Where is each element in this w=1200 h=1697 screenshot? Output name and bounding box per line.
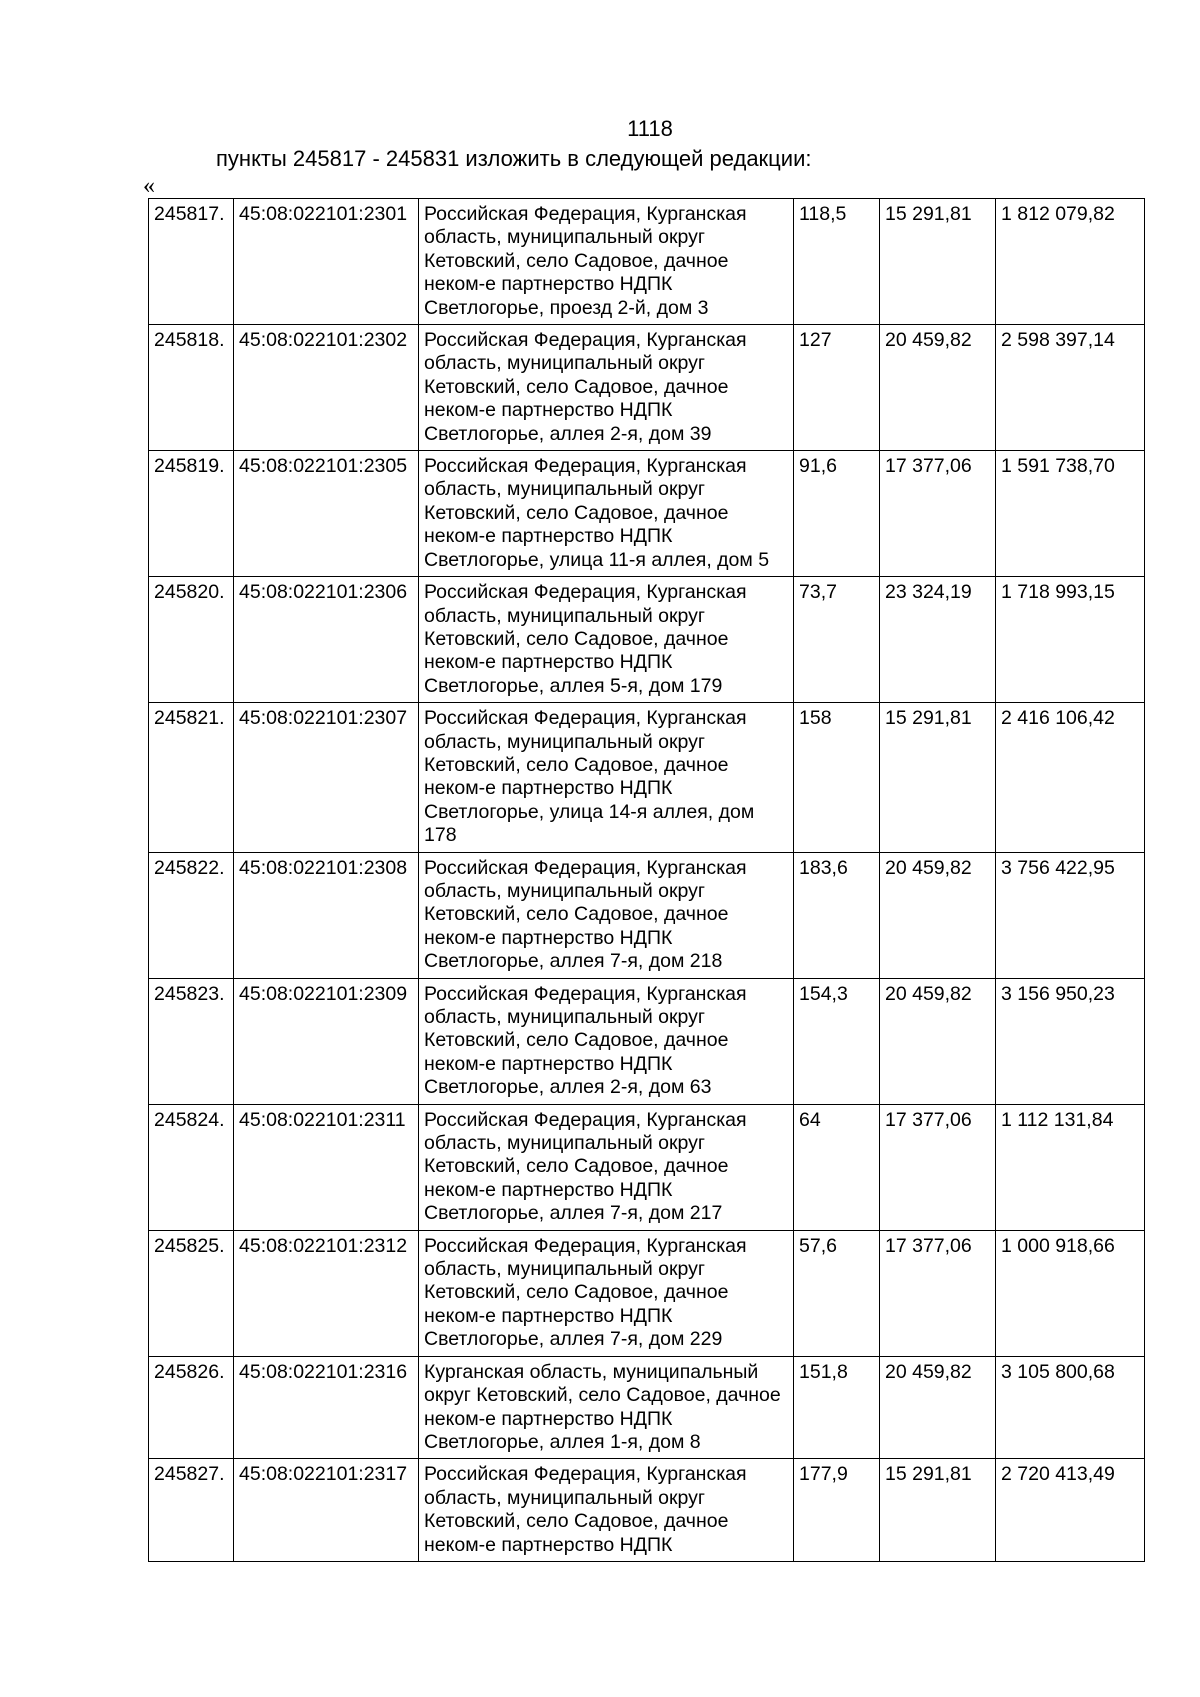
cadastral-number-cell (234, 852, 419, 978)
table-row (149, 1459, 1145, 1562)
address-cell-text: Российская Федерация, Курганская область, муниципальный округ Кетовский, село Садовое, дачное неком-е партнерство НДПК Светлогорье, улица 14-я аллея, дом 178 (424, 707, 755, 847)
area-cell-text: 154,3 (799, 982, 848, 1005)
cadastral-number-cell (234, 451, 419, 577)
page-number: 1118 (627, 116, 673, 141)
cadastral-rate-cell (880, 1356, 996, 1459)
cadastral-rate-cell (880, 325, 996, 451)
table-row (149, 577, 1145, 703)
item-number-cell (149, 978, 234, 1104)
address-cell-text: Российская Федерация, Курганская область, муниципальный округ Кетовский, село Садовое, дачное неком-е партнерство НДПК (424, 1463, 747, 1556)
area-cell (794, 325, 880, 451)
item-number-cell (149, 199, 234, 325)
address-cell (419, 1104, 794, 1230)
cadastral-value-cell-text: 3 156 950,23 (1001, 982, 1115, 1005)
item-number-cell (149, 451, 234, 577)
item-number-cell (149, 577, 234, 703)
address-cell-text: Российская Федерация, Курганская область, муниципальный округ Кетовский, село Садовое, дачное неком-е партнерство НДПК Светлогорье, улица 11-я аллея, дом 5 (424, 455, 770, 571)
table-row (149, 325, 1145, 451)
item-number-cell (149, 703, 234, 852)
area-cell-text: 118,5 (799, 203, 847, 225)
address-cell (419, 451, 794, 577)
cadastral-rate-cell-text: 15 291,81 (885, 707, 972, 730)
area-cell (794, 978, 880, 1104)
area-cell-text: 64 (799, 1108, 821, 1131)
cadastral-rate-cell (880, 978, 996, 1104)
cadastral-rate-cell (880, 1104, 996, 1230)
cadastral-value-cell (996, 852, 1145, 978)
address-cell-text: Российская Федерация, Курганская область, муниципальный округ Кетовский, село Садовое, дачное неком-е партнерство НДПК Светлогорье, проезд 2-й, дом 3 (424, 203, 747, 319)
item-number-cell-text: 245819. (154, 455, 225, 478)
cadastral-rate-cell-text: 23 324,19 (885, 581, 972, 604)
cadastral-rate-cell-text: 20 459,82 (885, 329, 972, 352)
item-number-cell-text: 245817. (154, 203, 225, 225)
area-cell (794, 1356, 880, 1459)
cadastral-number-cell-text: 45:08:022101:2305 (239, 455, 408, 478)
cadastral-rate-cell-text: 15 291,81 (885, 1463, 972, 1486)
cadastral-rate-cell (880, 1230, 996, 1356)
cadastral-number-cell-text: 45:08:022101:2301 (239, 203, 408, 225)
cadastral-value-cell-text: 2 598 397,14 (1001, 329, 1115, 352)
area-cell (794, 199, 880, 325)
cadastral-value-cell (996, 1356, 1145, 1459)
area-cell-text: 73,7 (799, 581, 837, 604)
cadastral-value-cell (996, 451, 1145, 577)
area-cell-text: 57,6 (799, 1234, 837, 1257)
address-cell-text: Российская Федерация, Курганская область, муниципальный округ Кетовский, село Садовое, дачное неком-е партнерство НДПК Светлогорье, аллея 5-я, дом 179 (424, 581, 747, 697)
cadastral-value-cell-text: 2 720 413,49 (1001, 1463, 1115, 1486)
address-cell (419, 199, 794, 325)
area-cell (794, 577, 880, 703)
cadastral-rate-cell-text: 20 459,82 (885, 982, 972, 1005)
item-number-cell (149, 852, 234, 978)
cadastral-value-cell-text: 2 416 106,42 (1001, 707, 1115, 730)
address-cell (419, 978, 794, 1104)
cadastral-rate-cell-text: 20 459,82 (885, 856, 972, 879)
item-number-cell-text: 245818. (154, 329, 225, 352)
cadastral-rate-cell (880, 703, 996, 852)
area-cell (794, 703, 880, 852)
cadastral-value-cell-text: 3 756 422,95 (1001, 856, 1115, 879)
cadastral-value-cell (996, 1104, 1145, 1230)
cadastral-number-cell (234, 199, 419, 325)
area-cell (794, 1104, 880, 1230)
cadastral-number-cell-text: 45:08:022101:2316 (239, 1360, 408, 1383)
address-cell (419, 577, 794, 703)
amendment-heading: пункты 245817 - 245831 изложить в следующей редакции: (216, 146, 812, 171)
address-cell (419, 852, 794, 978)
cadastral-rate-cell (880, 577, 996, 703)
cadastral-value-cell (996, 325, 1145, 451)
address-cell-text: Российская Федерация, Курганская область, муниципальный округ Кетовский, село Садовое, дачное неком-е партнерство НДПК Светлогорье, аллея 7-я, дом 218 (424, 856, 747, 973)
address-cell-text: Курганская область, муниципальный округ Кетовский, село Садовое, дачное неком-е партнерство НДПК Светлогорье, аллея 1-я, дом 8 (424, 1360, 781, 1453)
cadastral-number-cell-text: 45:08:022101:2306 (239, 581, 408, 604)
item-number-cell-text: 245820. (154, 581, 225, 604)
cadastral-value-cell (996, 1459, 1145, 1562)
address-cell (419, 703, 794, 852)
cadastral-value-cell-text: 1 591 738,70 (1001, 455, 1115, 478)
cadastral-rate-cell-text: 17 377,06 (885, 1108, 972, 1131)
cadastral-number-cell-text: 45:08:022101:2312 (239, 1234, 408, 1257)
cadastral-number-cell-text: 45:08:022101:2307 (239, 707, 408, 730)
cadastral-value-cell-text: 1 000 918,66 (1001, 1234, 1115, 1257)
cadastral-rate-cell-text: 17 377,06 (885, 455, 972, 478)
cadastral-number-cell-text: 45:08:022101:2308 (239, 856, 408, 879)
cadastral-rate-cell-text: 17 377,06 (885, 1234, 972, 1257)
cadastral-number-cell (234, 577, 419, 703)
address-cell (419, 1230, 794, 1356)
cadastral-number-cell (234, 703, 419, 852)
area-cell-text: 177,9 (799, 1463, 848, 1486)
cadastral-number-cell-text: 45:08:022101:2317 (239, 1463, 408, 1486)
address-cell (419, 1356, 794, 1459)
cadastral-value-cell (996, 1230, 1145, 1356)
cadastral-value-cell (996, 703, 1145, 852)
item-number-cell-text: 245827. (154, 1463, 225, 1486)
cadastral-number-cell-text: 45:08:022101:2309 (239, 982, 408, 1005)
area-cell (794, 1230, 880, 1356)
cadastral-number-cell (234, 1459, 419, 1562)
item-number-cell-text: 245822. (154, 856, 225, 879)
table-row (149, 199, 1145, 325)
address-cell-text: Российская Федерация, Курганская область, муниципальный округ Кетовский, село Садовое, дачное неком-е партнерство НДПК Светлогорье, аллея 7-я, дом 217 (424, 1108, 747, 1225)
cadastral-number-cell (234, 1356, 419, 1459)
item-number-cell-text: 245821. (154, 707, 225, 730)
address-cell-text: Российская Федерация, Курганская область, муниципальный округ Кетовский, село Садовое, дачное неком-е партнерство НДПК Светлогорье, аллея 2-я, дом 39 (424, 329, 747, 445)
cadastral-number-cell (234, 978, 419, 1104)
address-cell-text: Российская Федерация, Курганская область, муниципальный округ Кетовский, село Садовое, дачное неком-е партнерство НДПК Светлогорье, аллея 2-я, дом 63 (424, 982, 747, 1099)
area-cell-text: 158 (799, 707, 832, 730)
area-cell-text: 91,6 (799, 455, 837, 478)
area-cell (794, 1459, 880, 1562)
cadastral-number-cell (234, 1230, 419, 1356)
item-number-cell (149, 1230, 234, 1356)
item-number-cell-text: 245824. (154, 1108, 225, 1131)
cadastral-value-cell (996, 978, 1145, 1104)
area-cell (794, 451, 880, 577)
item-number-cell (149, 1356, 234, 1459)
registry-table-body (149, 199, 1145, 1562)
cadastral-rate-cell (880, 1459, 996, 1562)
item-number-cell-text: 245825. (154, 1234, 225, 1257)
cadastral-number-cell-text: 45:08:022101:2302 (239, 329, 408, 352)
area-cell-text: 151,8 (799, 1360, 848, 1383)
table-row (149, 1230, 1145, 1356)
table-row (149, 852, 1145, 978)
cadastral-rate-cell-text: 15 291,81 (885, 203, 972, 225)
cadastral-value-cell (996, 577, 1145, 703)
address-cell-text: Российская Федерация, Курганская область, муниципальный округ Кетовский, село Садовое, дачное неком-е партнерство НДПК Светлогорье, аллея 7-я, дом 229 (424, 1234, 747, 1351)
area-cell-text: 183,6 (799, 856, 848, 879)
cadastral-value-cell-text: 3 105 800,68 (1001, 1360, 1115, 1383)
item-number-cell (149, 325, 234, 451)
opening-quote-mark: « (143, 173, 155, 199)
item-number-cell (149, 1459, 234, 1562)
item-number-cell-text: 245823. (154, 982, 225, 1005)
table-row (149, 1104, 1145, 1230)
table-row (149, 703, 1145, 852)
table-row (149, 1356, 1145, 1459)
cadastral-rate-cell-text: 20 459,82 (885, 1360, 972, 1383)
cadastral-value-cell-text: 1 718 993,15 (1001, 581, 1115, 604)
property-registry-table (148, 198, 1145, 1562)
cadastral-number-cell-text: 45:08:022101:2311 (239, 1108, 406, 1131)
cadastral-number-cell (234, 325, 419, 451)
address-cell (419, 325, 794, 451)
item-number-cell (149, 1104, 234, 1230)
address-cell (419, 1459, 794, 1562)
cadastral-value-cell-text: 1 112 131,84 (1001, 1108, 1114, 1131)
area-cell (794, 852, 880, 978)
area-cell-text: 127 (799, 329, 832, 352)
cadastral-rate-cell (880, 852, 996, 978)
cadastral-value-cell (996, 199, 1145, 325)
cadastral-number-cell (234, 1104, 419, 1230)
item-number-cell-text: 245826. (154, 1360, 225, 1383)
cadastral-rate-cell (880, 199, 996, 325)
table-row (149, 451, 1145, 577)
cadastral-value-cell-text: 1 812 079,82 (1001, 203, 1115, 225)
cadastral-rate-cell (880, 451, 996, 577)
table-row (149, 978, 1145, 1104)
